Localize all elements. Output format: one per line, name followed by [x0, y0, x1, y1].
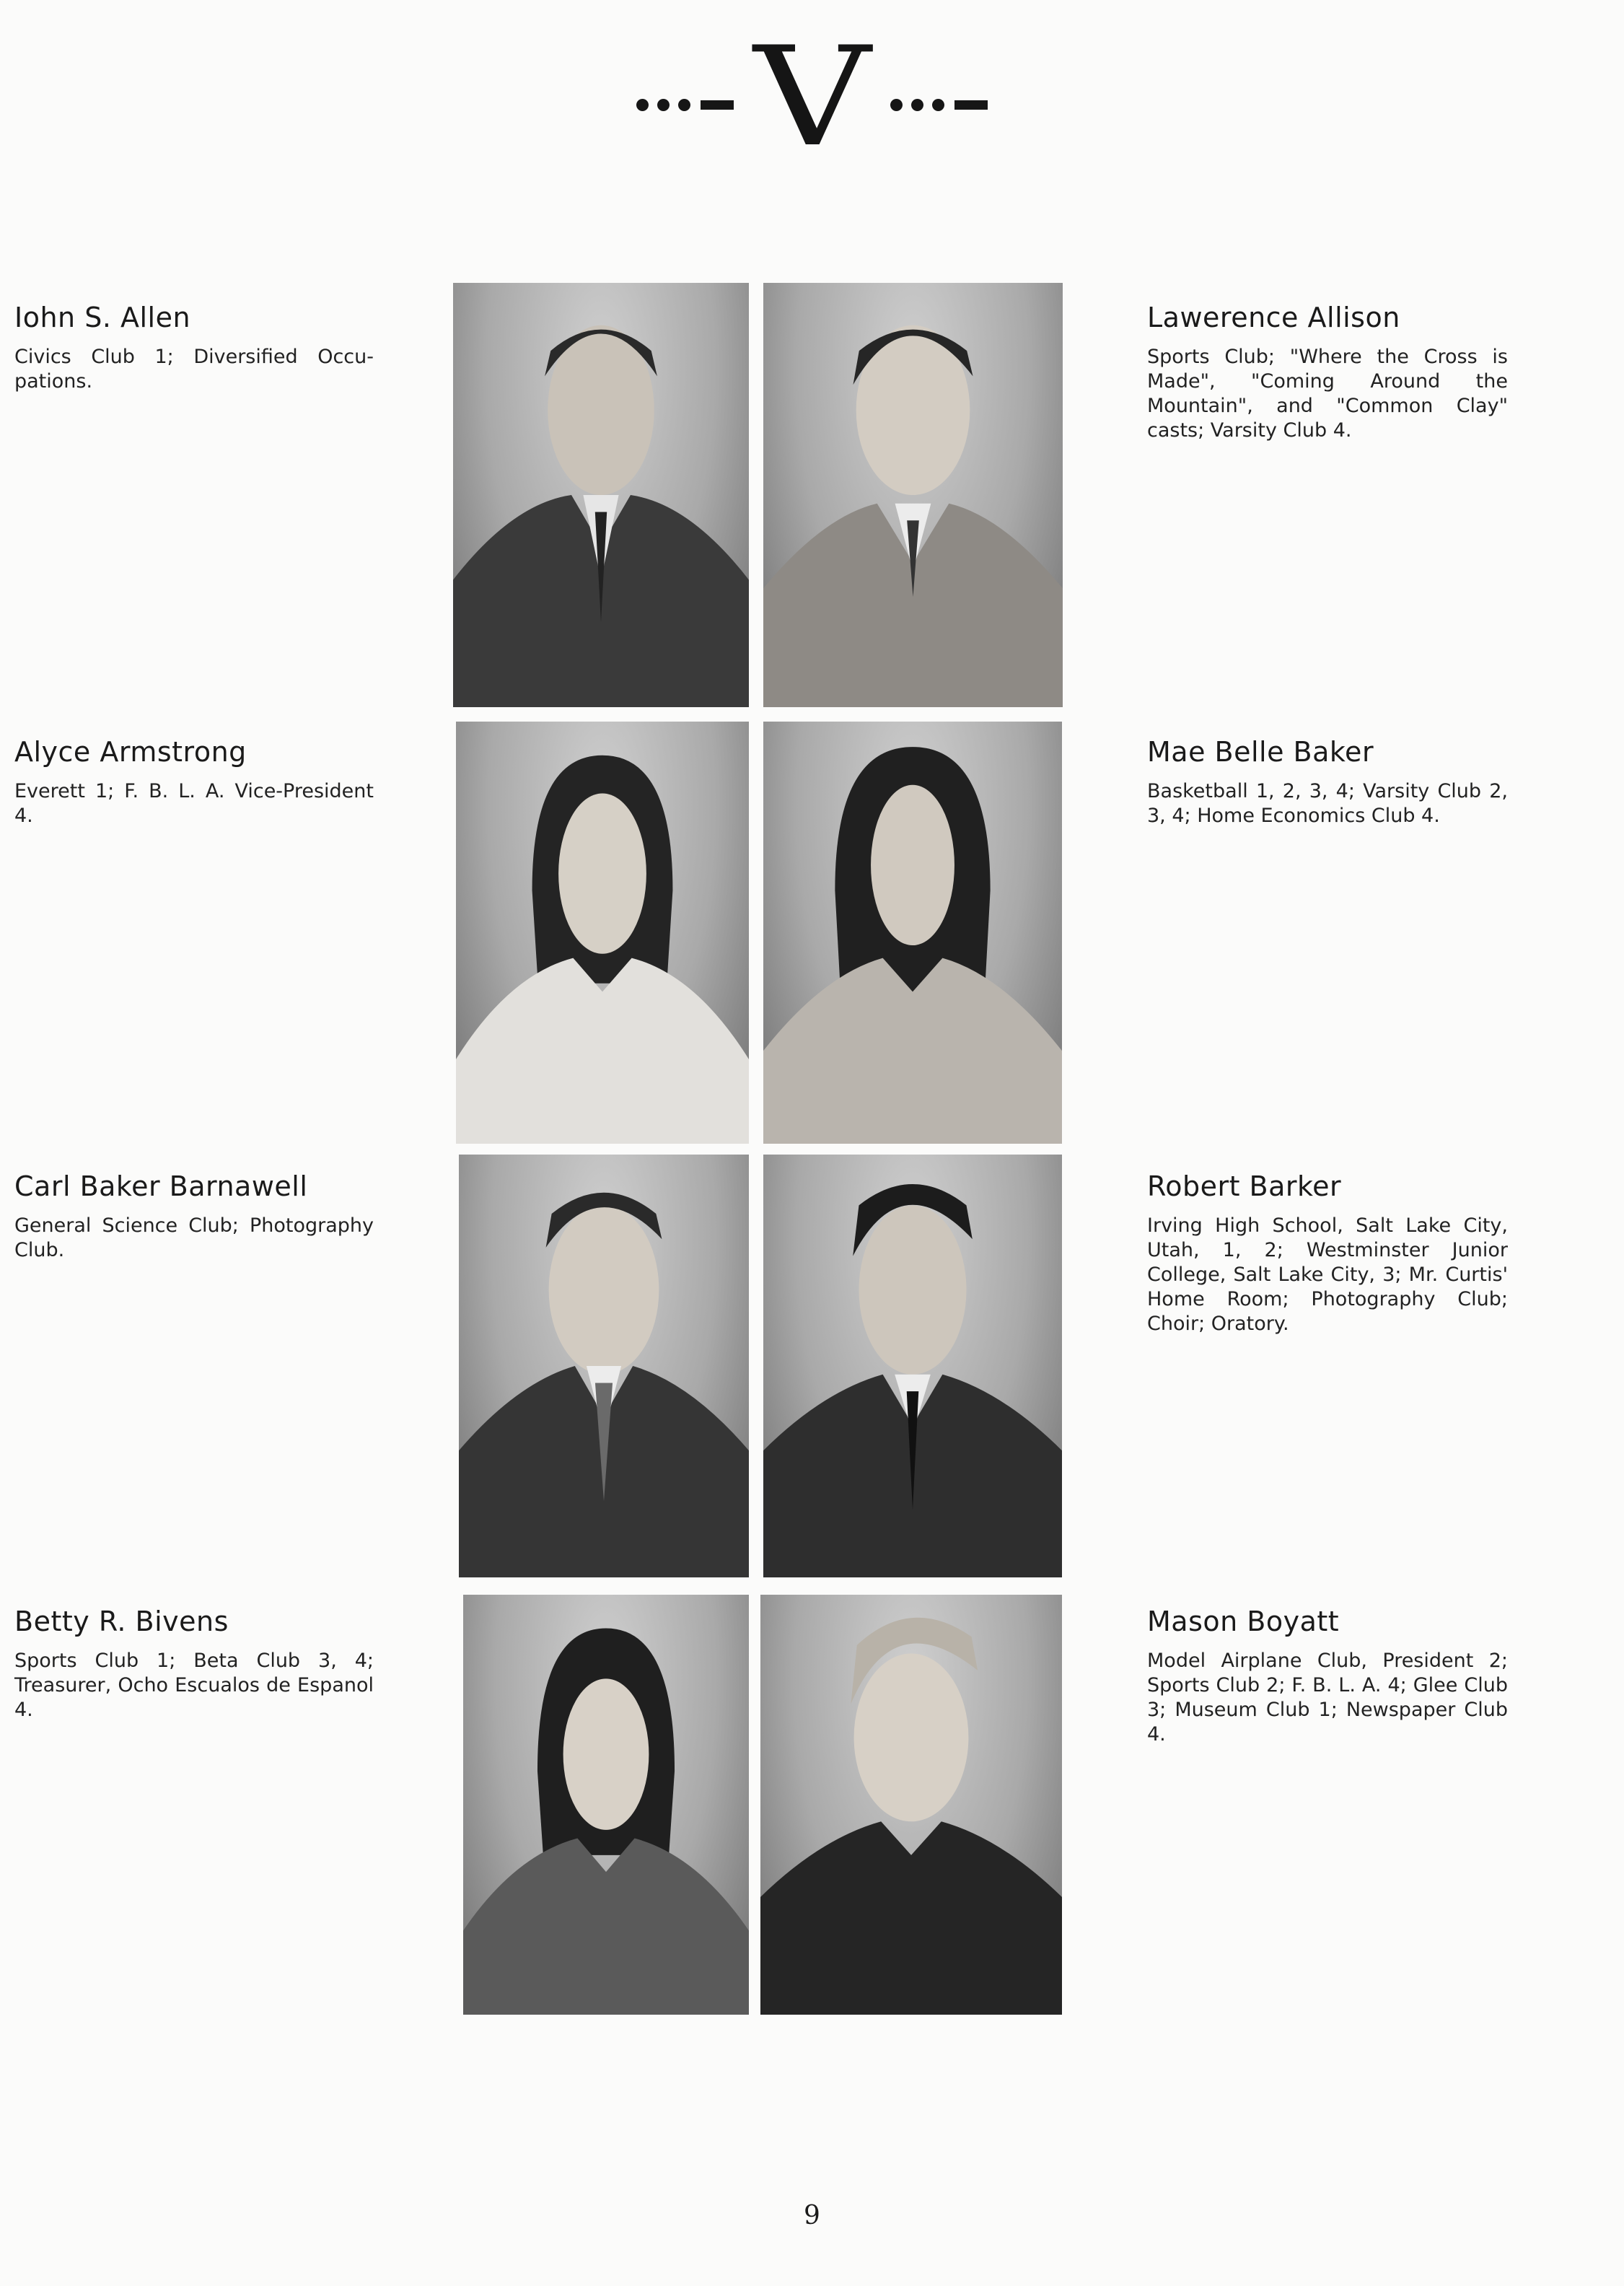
portrait-photo: [463, 1595, 749, 2015]
student-caption: Model Airplane Club, President 2; Sports Club 2; F. B. L. A. 4; Glee Club 3; Museum Club 1; Newspaper Club 4.: [1147, 1650, 1508, 1746]
student-caption: Irving High School, Salt Lake City, Utah, 1, 2; Westminster Junior College, Salt Lake City, 3; Mr. Curtis' Home Room; Photography Club; Choir; Oratory.: [1147, 1214, 1508, 1335]
student-name: Betty R. Bivens: [14, 1606, 229, 1637]
student-name: Mae Belle Baker: [1147, 736, 1374, 768]
left-ornament: [636, 99, 734, 111]
right-ornament: [890, 99, 988, 111]
student-name: Robert Barker: [1147, 1170, 1342, 1202]
student-caption: Sports Club; "Where the Cross is Made", "Coming Around the Mountain", and "Common Clay" casts; Varsity Club 4.: [1147, 346, 1508, 442]
student-caption: General Science Club; Photography Club.: [14, 1214, 374, 1261]
section-letter: V: [753, 17, 871, 177]
student-name: Mason Boyatt: [1147, 1606, 1340, 1637]
page-number: 9: [804, 2201, 820, 2230]
student-caption: Civics Club 1; Diversified Occu-pations.: [14, 346, 374, 393]
student-caption: Everett 1; F. B. L. A. Vice-President 4.: [14, 780, 374, 827]
portrait-photo: [459, 1155, 749, 1577]
portrait-photo: [760, 1595, 1062, 2015]
student-name: Alyce Armstrong: [14, 736, 247, 768]
portrait-photo: [763, 722, 1062, 1144]
student-name: Carl Baker Barnawell: [14, 1170, 308, 1202]
student-caption: Basketball 1, 2, 3, 4; Varsity Club 2, 3, 4; Home Economics Club 4.: [1147, 780, 1508, 827]
portrait-photo: [763, 1155, 1062, 1577]
section-header: [0, 17, 1624, 177]
portrait-photo: [763, 283, 1063, 707]
student-name: Iohn S. Allen: [14, 302, 191, 333]
student-caption: Sports Club 1; Beta Club 3, 4; Treasurer, Ocho Escualos de Espanol 4.: [14, 1650, 374, 1721]
portrait-photo: [453, 283, 749, 707]
student-name: Lawerence Allison: [1147, 302, 1400, 333]
portrait-photo: [456, 722, 749, 1144]
